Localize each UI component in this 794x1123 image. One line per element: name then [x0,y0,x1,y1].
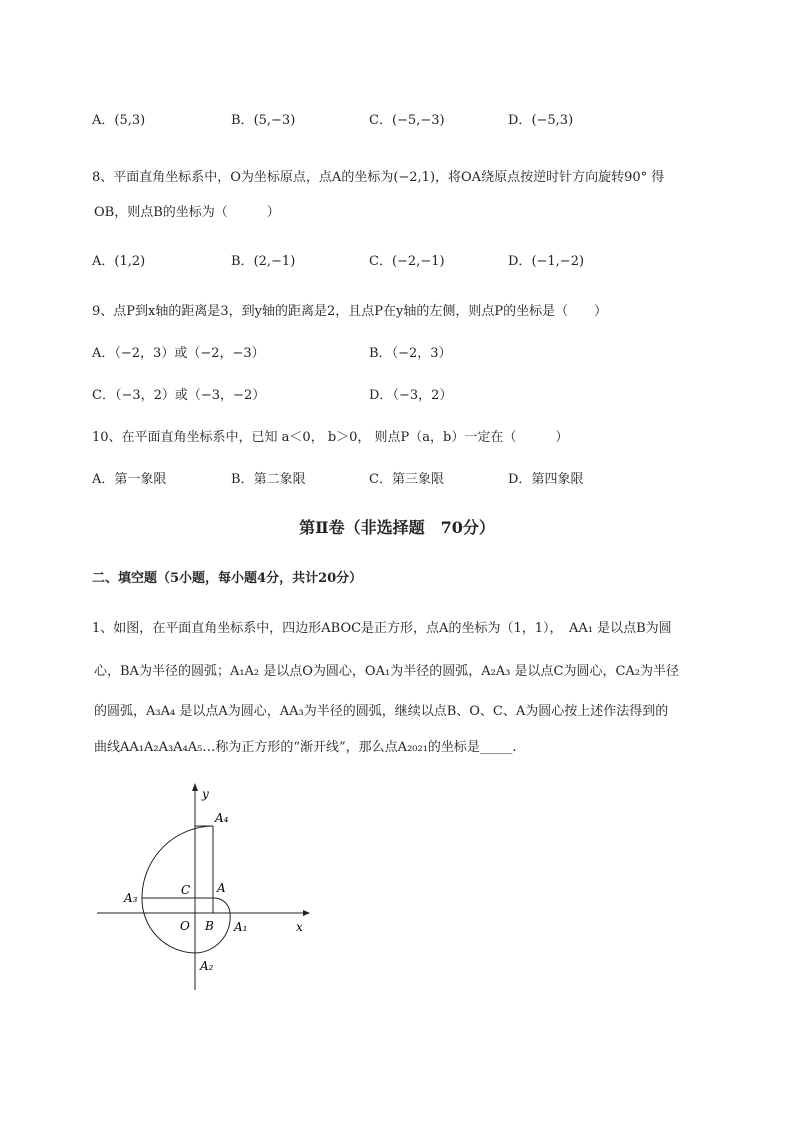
option-label: B． [231,472,254,487]
q8-option-c [369,250,445,269]
option-label: A． [92,113,115,128]
option-value: (1,2) [114,254,146,269]
x-axis-arrow-icon [303,910,310,916]
option-value: (5,−3) [253,113,296,128]
label-c: C [181,883,191,897]
option-label: A． [92,346,115,361]
label-a: A [217,881,226,895]
label-y: y [202,787,209,801]
q9-stem: 9、点P到x轴的距离是3，到y轴的距离是2，且点P在y轴的左侧，则点P的坐标是（ ） [92,304,608,319]
q10-option-b [231,468,306,487]
label-b: B [205,919,214,933]
option-value: (−1,−2) [531,254,585,269]
label-a4: A₄ [215,811,229,825]
arc-a3-a4 [142,826,213,898]
fill1-line4: 曲线AA₁A₂A₃A₄A₅…称为正方形的“渐开线”，那么点A₂₀₂₁的坐标是_____. [94,740,517,755]
option-label: A． [92,472,115,487]
q7-option-d [508,109,573,128]
option-value: (−5,−3) [391,113,445,128]
part2-title: 第Ⅱ卷（非选择题 70分） [299,518,495,537]
label-o: O [180,919,190,933]
option-label: D． [508,113,532,128]
option-value: （−3，2） [392,388,453,403]
y-axis-arrow-icon [192,783,198,791]
arc-a-a1 [213,898,230,913]
q8-option-b [231,250,295,269]
q8-stem-line2: OB，则点B的坐标为（ ） [94,205,280,220]
q8-option-d [508,250,584,269]
label-a3: A₃ [124,891,138,905]
option-value: (−2,−1) [391,254,445,269]
option-value: (2,−1) [253,254,296,269]
option-label: B． [231,254,254,269]
q10-option-d [508,468,583,487]
option-value: 第三象限 [391,472,444,487]
q7-option-c [369,109,445,128]
q7-option-b [231,109,295,128]
q10-stem: 10、在平面直角坐标系中，已知 a＜0， b＞0， 则点P（a，b）一定在（ ） [92,430,569,445]
q9-option-d [369,384,452,403]
option-value: 第四象限 [531,472,584,487]
section-heading: 二、填空题（5小题，每小题4分，共计20分） [92,571,363,586]
option-label: C． [369,472,392,487]
option-label: D． [508,472,532,487]
q10-option-a [92,468,166,487]
q10-option-c [369,468,444,487]
q8-stem-line1: 8、平面直角坐标系中，O为坐标原点，点A的坐标为(−2,1)，将OA绕原点按逆时针方向旋转90° 得 [92,170,665,185]
square-abco [195,898,213,913]
option-label: D． [508,254,532,269]
option-label: B． [231,113,254,128]
option-label: A． [92,254,115,269]
label-a1: A₁ [234,920,248,934]
option-label: C． [92,388,115,403]
fill1-line3: 的圆弧，A₃A₄ 是以点A为圆心，AA₃为半径的圆弧，继续以点B、O、C、A为圆心按上述作法得到的 [94,704,669,719]
option-label: D． [369,388,393,403]
fill1-line1: 1、如图，在平面直角坐标系中，四边形ABOC是正方形，点A的坐标为（1，1）， AA₁ 是以点B为圆 [92,621,672,636]
option-value: 第二象限 [253,472,306,487]
option-label: C． [369,113,392,128]
q9-option-c [92,384,265,403]
option-value: （−3，2）或（−3，−2） [114,388,266,403]
fill1-line2: 心，BA为半径的圆弧；A₁A₂ 是以点O为圆心，OA₁为半径的圆弧，A₂A₃ 是以点C为圆心，CA₂为半径 [94,664,680,679]
q8-option-a [92,250,145,269]
q7-option-a [92,109,145,128]
option-label: C． [369,254,392,269]
q9-option-b [369,342,452,361]
option-value: (−5,3) [531,113,574,128]
option-value: （−2，3）或（−2，−3） [114,346,265,361]
option-value: 第一象限 [114,472,167,487]
q9-option-a [92,342,265,361]
label-a2: A₂ [200,959,214,973]
involute-figure [90,780,320,1000]
option-label: B． [369,346,392,361]
label-x: x [296,920,303,934]
option-value: （−2，3） [391,346,452,361]
option-value: (5,3) [114,113,146,128]
